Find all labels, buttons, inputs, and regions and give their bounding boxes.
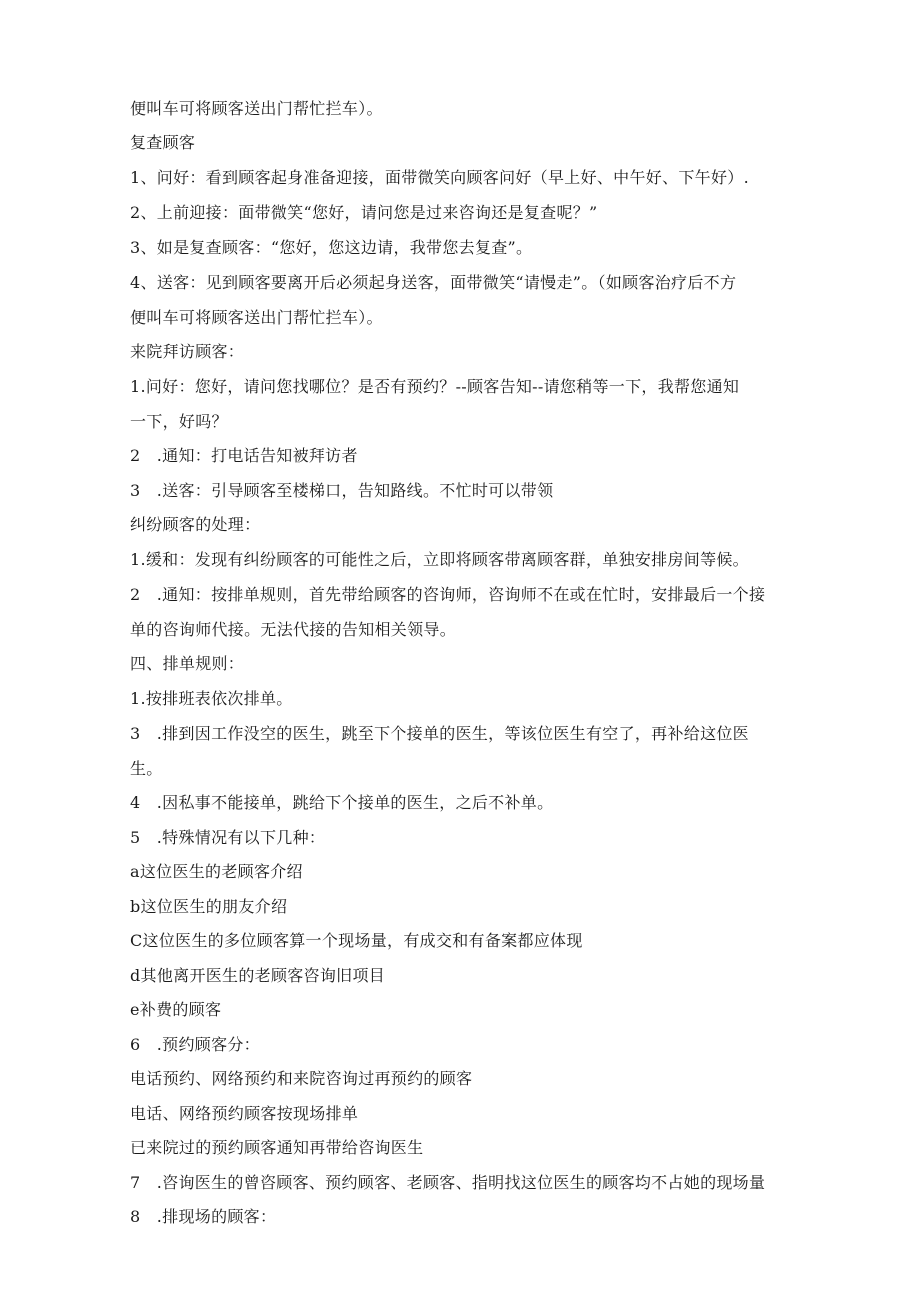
text-line: 一下，好吗？ (130, 412, 228, 431)
text-line: 6 .预约顾客分： (130, 1035, 260, 1054)
text-line: 4、送客：见到顾客要离开后必须起身送客，面带微笑“请慢走”。（如顾客治疗后不方 (130, 273, 737, 292)
text-line: 2 .通知：打电话告知被拜访者 (130, 446, 358, 465)
text-line: 3 .送客：引导顾客至楼梯口，告知路线。不忙时可以带领 (130, 481, 554, 500)
list-item: a这位医生的老顾客介绍 (130, 862, 303, 881)
text-line: 1.缓和：发现有纠纷顾客的可能性之后，立即将顾客带离顾客群，单独安排房间等候。 (130, 550, 749, 569)
text-line: 3、如是复查顾客：“您好，您这边请，我带您去复查”。 (130, 238, 533, 257)
text-line: 便叫车可将顾客送出门帮忙拦车）。 (130, 308, 383, 327)
text-line: 生。 (130, 759, 163, 778)
text-line: 已来院过的预约顾客通知再带给咨询医生 (130, 1138, 424, 1157)
text-line: 2 .通知：按排单规则，首先带给顾客的咨询师，咨询师不在或在忙时，安排最后一个接 (130, 585, 766, 604)
text-line: 3 .排到因工作没空的医生，跳至下个接单的医生，等该位医生有空了，再补给这位医 (130, 724, 749, 743)
text-line: 8 .排现场的顾客： (130, 1207, 277, 1226)
text-line: 2、上前迎接：面带微笑“您好，请问您是过来咨询还是复查呢？” (130, 203, 598, 222)
text-line: 单的咨询师代接。无法代接的告知相关领导。 (130, 620, 457, 639)
text-line: 1.问好：您好，请问您找哪位？是否有预约？--顾客告知--请您稍等一下，我帮您通知 (130, 377, 740, 396)
section-heading-dispute: 纠纷顾客的处理： (130, 515, 261, 534)
text-line: 便叫车可将顾客送出门帮忙拦车）。 (130, 99, 383, 118)
text-line: 1、问好：看到顾客起身准备迎接，面带微笑向顾客问好（早上好、中午好、下午好）. (130, 168, 749, 187)
section-heading-visitor: 来院拜访顾客： (130, 342, 245, 361)
list-item: C这位医生的多位顾客算一个现场量，有成交和有备案都应体现 (130, 931, 583, 950)
text-line: 1.按排班表依次排单。 (130, 689, 293, 708)
text-line: 电话预约、网络预约和来院咨询过再预约的顾客 (130, 1069, 473, 1088)
section-heading-scheduling: 四、排单规则： (130, 654, 245, 673)
text-line: 7 .咨询医生的曾咨顾客、预约顾客、老顾客、指明找这位医生的顾客均不占她的现场量 (130, 1173, 766, 1192)
list-item: d其他离开医生的老顾客咨询旧项目 (130, 966, 386, 985)
text-line: 5 .特殊情况有以下几种： (130, 828, 326, 847)
list-item: b这位医生的朋友介绍 (130, 897, 288, 916)
text-line: 4 .因私事不能接单，跳给下个接单的医生，之后不补单。 (130, 793, 554, 812)
text-line: 电话、网络预约顾客按现场排单 (130, 1104, 359, 1123)
section-heading-revisit: 复查顾客 (130, 133, 196, 152)
list-item: e补费的顾客 (130, 1000, 222, 1019)
